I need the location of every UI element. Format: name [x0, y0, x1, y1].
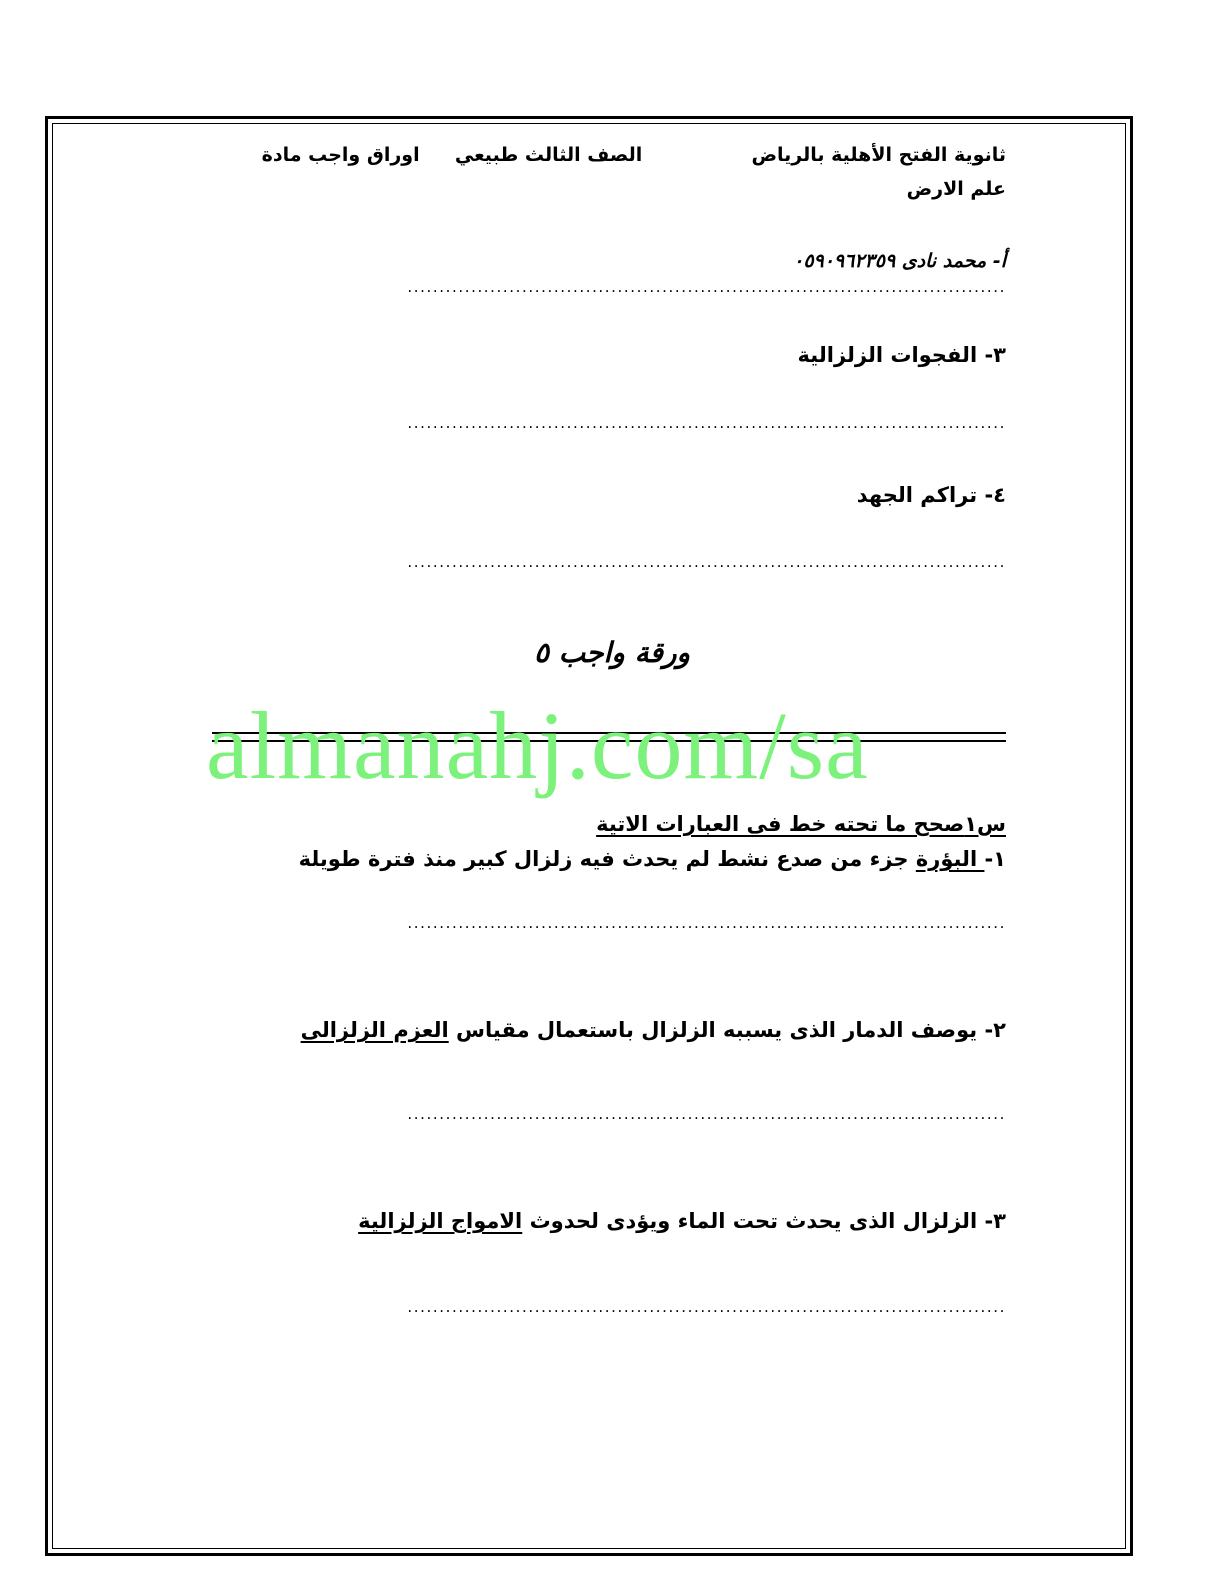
question-heading-text: س١صحح ما تحته خط فى العبارات الاتية [596, 812, 1006, 836]
grade-label: الصف الثالث طبيعي [454, 144, 643, 166]
teacher-line: أ- محمد نادى ٠٥٩٠٩٦٢٣٥٩ [793, 250, 1006, 272]
item-prefix: ١- [984, 847, 1006, 871]
question-item-1 [299, 847, 1006, 871]
papers-label: اوراق واجب مادة [261, 144, 420, 166]
answer-line: .............................................................................................. [407, 553, 1006, 571]
term-item: ٣- الفجوات الزلزالية [797, 343, 1006, 367]
answer-line: .............................................................................................. [407, 278, 1006, 296]
header-line-1 [262, 144, 1006, 166]
school-name: ثانوية الفتح الأهلية بالرياض [751, 144, 1006, 166]
answer-line: .............................................................................................. [407, 1298, 1006, 1316]
answer-line: .............................................................................................. [407, 1105, 1006, 1123]
page-border-inner [52, 123, 1126, 1549]
item-rest: جزء من صدع نشط لم يحدث فيه زلزال كبير منذ فترة طويلة [298, 847, 916, 871]
subject-label: علم الارض [906, 178, 1006, 200]
watermark: almanahj.com/sa [206, 692, 869, 799]
term-item: ٤- تراكم الجهد [856, 483, 1006, 507]
question-item-2 [301, 1018, 1006, 1042]
item-prefix: ٣- الزلزال الذى يحدث تحت الماء ويؤدى لحدوث [522, 1209, 1006, 1233]
answer-line: .............................................................................................. [407, 414, 1006, 432]
answer-line: .............................................................................................. [407, 914, 1006, 932]
item-underlined: البؤرة [915, 847, 985, 871]
question-heading [596, 812, 1006, 836]
worksheet-title: ورقة واجب ٥ [533, 636, 691, 669]
item-prefix: ٢- يوصف الدمار الذى يسببه الزلزال باستعمال مقياس [448, 1018, 1006, 1042]
item-underlined: العزم الزلزالى [300, 1018, 449, 1042]
question-item-3 [358, 1209, 1006, 1233]
item-underlined: الامواج الزلزالية [358, 1209, 523, 1233]
